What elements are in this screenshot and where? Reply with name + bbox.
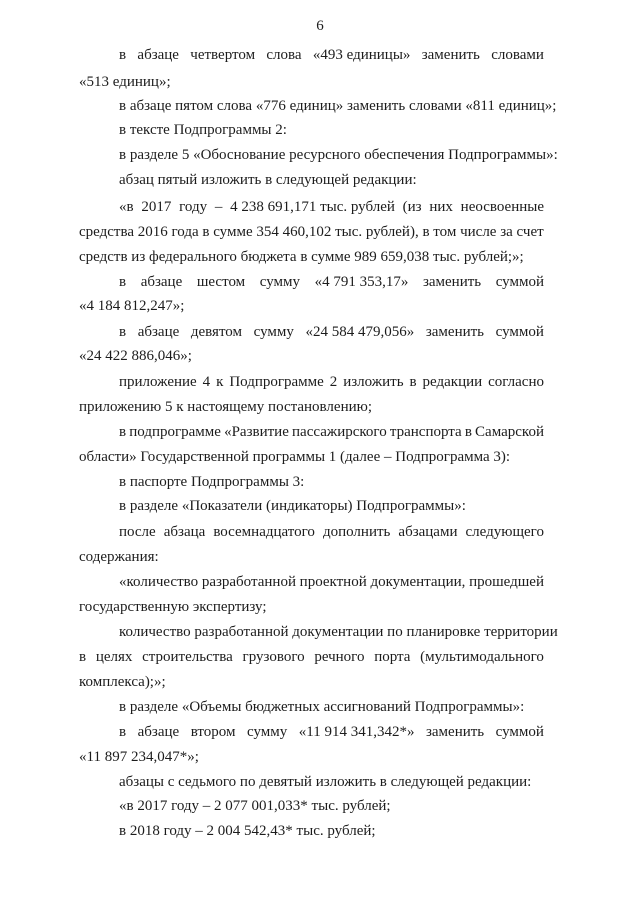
word: к bbox=[216, 374, 224, 390]
text-line: абзац пятый изложить в следующей редакции: bbox=[119, 172, 417, 188]
word: 4 bbox=[202, 374, 211, 390]
word: в bbox=[119, 724, 127, 740]
text-line: в 2018 году – 2 004 542,43* тыс. рублей; bbox=[119, 823, 376, 839]
word: заменить bbox=[421, 47, 480, 63]
word: (из bbox=[402, 199, 422, 215]
word: пассажирского bbox=[292, 424, 387, 440]
text-line: «11 897 234,047*»; bbox=[79, 749, 199, 765]
text-line bbox=[119, 423, 544, 441]
word: – bbox=[214, 199, 223, 215]
word: суммой bbox=[495, 274, 544, 290]
word: в bbox=[119, 47, 127, 63]
text-line: государственную экспертизу; bbox=[79, 599, 267, 615]
word: «Развитие bbox=[224, 424, 289, 440]
word: неосвоенные bbox=[460, 199, 544, 215]
word: разработанной bbox=[201, 574, 296, 590]
word: сумму bbox=[253, 324, 294, 340]
word: дополнить bbox=[322, 524, 391, 540]
word: в bbox=[119, 424, 127, 440]
word: абзаце bbox=[137, 47, 179, 63]
word: суммой bbox=[495, 324, 544, 340]
word: строительства bbox=[142, 649, 233, 665]
word: речного bbox=[314, 649, 365, 665]
word: четвертом bbox=[190, 47, 256, 63]
word: грузового bbox=[242, 649, 305, 665]
word: заменить bbox=[422, 274, 482, 290]
text-line: в тексте Подпрограммы 2: bbox=[119, 122, 287, 138]
word: целях bbox=[95, 649, 133, 665]
word: них bbox=[429, 199, 453, 215]
word: в bbox=[119, 324, 127, 340]
text-line: в разделе «Показатели (индикаторы) Подпрограммы»: bbox=[119, 498, 466, 514]
text-line: количество разработанной документации по планировке территории bbox=[119, 624, 558, 640]
word: «24 584 479,056» bbox=[305, 324, 415, 340]
word: «в bbox=[119, 199, 134, 215]
text-line: в абзаце пятом слова «776 единиц» заменить словами «811 единиц»; bbox=[119, 98, 557, 114]
text-line: средства 2016 года в сумме 354 460,102 тыс. рублей), в том числе за счет bbox=[79, 224, 544, 240]
word: суммой bbox=[495, 724, 544, 740]
word: абзацами bbox=[398, 524, 458, 540]
text-line: приложению 5 к настоящему постановлению; bbox=[79, 399, 372, 415]
word: (мультимодального bbox=[420, 649, 544, 665]
word: после bbox=[119, 524, 156, 540]
word: подпрограмме bbox=[129, 424, 221, 440]
word: приложение bbox=[119, 374, 197, 390]
word: согласно bbox=[488, 374, 544, 390]
text-line: «513 единиц»; bbox=[79, 74, 171, 90]
text-line: «24 422 886,046»; bbox=[79, 348, 192, 364]
text-line bbox=[119, 46, 544, 64]
text-line: в паспорте Подпрограммы 3: bbox=[119, 474, 305, 490]
word: 2017 bbox=[141, 199, 172, 215]
word: 4 238 691,171 тыс. рублей bbox=[230, 199, 395, 215]
word: сумму bbox=[246, 724, 288, 740]
word: редакции bbox=[422, 374, 483, 390]
text-line: в разделе «Объемы бюджетных ассигнований Подпрограммы»: bbox=[119, 699, 525, 715]
word: транспорта bbox=[389, 424, 462, 440]
word: «количество bbox=[119, 574, 199, 590]
word: порта bbox=[374, 649, 411, 665]
word: слова bbox=[266, 47, 302, 63]
text-line bbox=[119, 373, 544, 391]
text-line: в разделе 5 «Обоснование ресурсного обеспечения Подпрограммы»: bbox=[119, 147, 558, 163]
text-line bbox=[119, 573, 544, 591]
text-line: «в 2017 году – 2 077 001,033* тыс. рублей; bbox=[119, 798, 391, 814]
word: втором bbox=[190, 724, 236, 740]
word: заменить bbox=[425, 324, 485, 340]
word: шестом bbox=[196, 274, 246, 290]
text-line: средств из федерального бюджета в сумме 989 659,038 тыс. рублей;»; bbox=[79, 249, 524, 265]
word: проектной bbox=[299, 574, 367, 590]
word: абзаце bbox=[140, 274, 183, 290]
text-line bbox=[119, 273, 544, 291]
word: «11 914 341,342*» bbox=[298, 724, 415, 740]
word: словами bbox=[491, 47, 544, 63]
word: 2 bbox=[329, 374, 338, 390]
word: сумму bbox=[259, 274, 300, 290]
page-number: 6 bbox=[316, 18, 324, 34]
text-line: комплекса);»; bbox=[79, 674, 166, 690]
word: в bbox=[409, 374, 417, 390]
text-line bbox=[119, 523, 544, 541]
text-line bbox=[119, 198, 544, 216]
word: абзаце bbox=[137, 724, 180, 740]
text-line bbox=[119, 323, 544, 341]
word: абзаца bbox=[163, 524, 206, 540]
text-line: содержания: bbox=[79, 549, 159, 565]
text-line: «4 184 812,247»; bbox=[79, 298, 185, 314]
word: изложить bbox=[343, 374, 404, 390]
word: году bbox=[179, 199, 208, 215]
word: прошедшей bbox=[469, 574, 544, 590]
text-line bbox=[119, 723, 544, 741]
word: следующего bbox=[465, 524, 544, 540]
text-line bbox=[79, 648, 544, 666]
word: девятом bbox=[190, 324, 243, 340]
word: заменить bbox=[425, 724, 485, 740]
word: «493 единицы» bbox=[312, 47, 411, 63]
word: восемнадцатого bbox=[213, 524, 315, 540]
word: в bbox=[464, 424, 472, 440]
word: абзаце bbox=[137, 324, 180, 340]
word: документации, bbox=[370, 574, 466, 590]
word: в bbox=[119, 274, 127, 290]
word: Подпрограмме bbox=[229, 374, 324, 390]
word: Самарской bbox=[475, 424, 544, 440]
word: «4 791 353,17» bbox=[314, 274, 409, 290]
text-line: области» Государственной программы 1 (далее – Подпрограмма 3): bbox=[79, 449, 511, 465]
text-line: абзацы с седьмого по девятый изложить в следующей редакции: bbox=[119, 774, 532, 790]
word: в bbox=[79, 649, 87, 665]
